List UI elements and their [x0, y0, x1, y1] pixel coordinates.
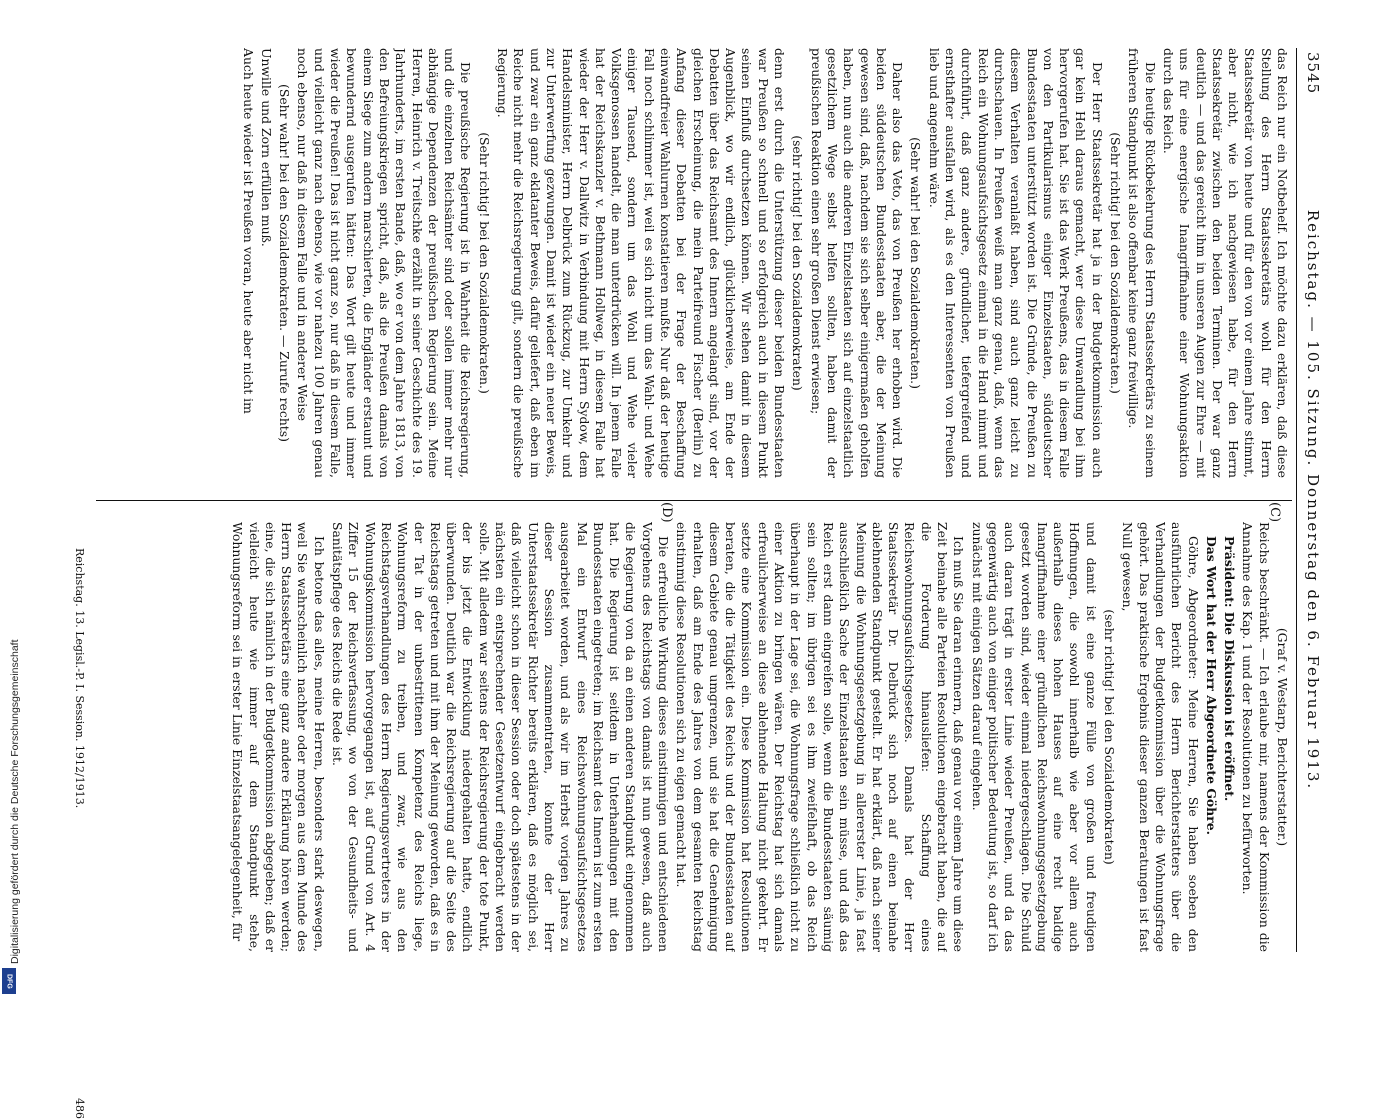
interjection: (Sehr wahr! bei den Sozialdemokraten.) [908, 137, 924, 389]
paragraph: Ich muß Sie daran erinnern, daß genau vor einem Jahre um diese Zeit beinahe alle Parteien Resolutionen eingebracht haben, die auf die Forderung hinausliefen: Schaffung eines Reichswohnungsaufsichtsgesetzes. Damals hat der Herr Staatssekretär Dr. Delbrück sich noch auf einen beinahe ablehnenden Standpunkt gestellt. Er hat erklärt, daß nach seiner Meinung die Wohnungsgesetzgebung in allererster Linie, ja fast ausschließlich Sache der Einzelstaaten sein müsse, und daß das Reich erst dann eingreifen solle, wenn die Bundesstaaten säumig sein sollten; im übrigen sei es ihm zweifelhaft, ob das Reich überhaupt in der Lage sei, die Wohnungsfrage schließlich nicht zu einer Aktion zu bringen wären. Der Reichstag hat sich damals erfreulicherweise an diese ablehnende Haltung nicht gekehrt. Er setzte eine Kommission ein. Diese Kommission hat Resolutionen beraten, die die Tätigkeit des Reichs und der Bundesstaaten auf diesem Gebiete genau umgrenzen, und sie hat die Genehmigung erhalten, daß am Ende des Jahres von dem gesamten Reichstag einstimmig diese Resolutionen sich zu eigen gemacht hat. [674, 522, 967, 952]
column-divider [96, 500, 1292, 501]
paragraph: Unwille und Zorn erfüllen muß. [258, 48, 274, 247]
paragraph: denn erst durch die Unterstützung dieser beiden Bundesstaaten war Preußen so schnell und so erfolgreich auch in diesem Punkt seinen Einfluß durchsetzen können. Wir stehen damit in diesem Augenblick, wo wir endlich, glücklicherweise, am Ende der Debatten über das Reichsamt des Innern angelangt sind, vor der gleichen Erscheinung, die mein Parteifreund Fischer (Berlin) zu Anfang dieser Debatten bei der Frage der Beschaffung einwandfreier Wahlurnen konstatieren mußte. Nur daß der heutige Fall noch schlimmer ist, weil es sich nicht um das Wahl- und Wehe einiger Tausend, sondern um das Wohl und Wehe vieler Volksgenossen handelt, die man unterdrücken will. In jenem Falle hat der Reichskanzler v. Bethmann Hollweg, in diesem Falle hat wieder der Herr v. Dallwitz in Verbindung mit Herrn Sydow, dem Handelsminister, Herrn Delbrück zum Rückzug, zur Umkehr und zur Unterwerfung gezwungen. Damit ist wieder ein neuer Beweis, und zwar ein ganz eklatanter Beweis, dafür geliefert, daß eben im Reiche nicht mehr die Reichsregierung gilt, sondern die preußische Regierung. [495, 48, 788, 478]
paragraph: Reichs beschränkt. — Ich erlaube mir, namens der Kommission die Annahme des Kap. 1 und der Resolutionen zu befürworten. [1240, 522, 1272, 952]
paragraph: und damit ist eine ganze Fülle von großen und freudigen Hoffnungen, die sowohl innerhalb wie aber vor allem auch außerhalb dieses hohen Hauses auf eine recht baldige Inangriffnahme einer gründlichen Reichswohnungsgesetzgebung gesetzt worden sind, wieder einmal niedergeschlagen. Die Schuld auch daran trägt in erster Linie wieder Preußen, und da das gegenwärtig auch von einiger politischer Bedeutung ist, so darf ich zunächst mit einigen Sätzen darauf eingehen. [969, 522, 1099, 952]
speaker-note: (Graf v. Westarp, Berichterstatter.) [1275, 627, 1290, 847]
interjection: (Sehr richtig! bei den Sozialdemokraten.) [1108, 132, 1124, 394]
margin-mark-c: (C) [1267, 502, 1282, 523]
president-line: Das Wort hat der Herr Abgeordnete Göhre. [1203, 536, 1219, 835]
margin-mark-d: (D) [659, 502, 674, 523]
digitization-credit [0, 0, 21, 1000]
paragraph: Die erfreuliche Wirkung dieses einstimmigen und entschiedenen Vorgehens des Reichstags von damals ist nun gewesen, daß auch die Regierung von da an einen anderen Standpunkt eingenommen hat. Die Regierung ist seitdem in Unterhandlungen mit den Bundesstaaten eingetreten; im Reichsamt des Innern ist zum ersten Mal ein Entwurf eines Reichswohnungsaufsichtsgesetzes ausgearbeitet worden, und als wir im Herbst vorigen Jahres zu dieser Session zusammentraten, konnte der Herr Unterstaatssekretär Richter bereits erklären, daß es möglich sei, daß vielleicht schon in dieser Session oder doch spätestens in der nächsten ein entsprechender Gesetzentwurf eingebracht werden solle. Mit alledem war seitens der Reichsregierung der tote Punkt, der bis jetzt die Entwicklung niedergehalten hatte, endlich überwunden. Deutlich war die Reichsregierung auf die Seite des Reichstags getreten und mit ihm der Meinung geworden, daß es in der Tat in der unbestrittenen Kompetenz des Reichs liege, Wohnungsreform zu treiben, und zwar, wie aus den Reichstagsverhandlungen des Herrn Regierungsvertreters in der Wohnungskommission hervorgegangen ist, auf Grund von Art. 4 Ziffer 15 der Reichsverfassung, wo von der Gesundheits- und Sanitätspflege des Reichs die Rede ist. [330, 522, 672, 952]
credit-text: Digitalisierung gefördert durch die Deutsche Forschungsgemeinschaft [9, 639, 21, 964]
header-rule [1296, 48, 1297, 952]
footer-source: Reichstag. 13. Legisl.-P. I. Session. 1912/1913. [73, 548, 86, 809]
interjection: (sehr richtig! bei den Sozialdemokraten) [790, 135, 806, 391]
footer-signature: 486 [73, 1098, 86, 1119]
paragraph: Die heutige Rückbekehrung des Herrn Staatssekretärs zu seinem früheren Standpunkt ist also offenbar keine ganz freiwillige. [1126, 48, 1158, 478]
paragraph: Göhre, Abgeordneter: Meine Herren, Sie haben soeben den ausführlichen Bericht des Herrn Berichterstatters über die Verhandlungen der Budgetkommission über die Wohnungsfrage gehört. Das praktische Ergebnis dieser ganzen Beratungen ist fast Null gewesen, [1120, 522, 1201, 952]
dfg-logo-icon: DFG [2, 968, 16, 994]
paragraph: Die preußische Regierung ist in Wahrheit die Reichsregierung, und die einzelnen Reichsämter sind oder sollen immer mehr nur abhängige Dependenzen der preußischen Regierung sein. Meine Herren, Heinrich v. Treitschke erzählt in seiner Geschichte des 19. Jahrhunderts, im ersten Bande, daß, wo er von dem Jahre 1813, von den Befreiungskriegen spricht, daß, als die Preußen damals von einem Siege zum andern marschierten, die Engländer erstaunt und bewundernd ausgerufen hätten: Das Wort gilt heute und immer wieder die Preußen! Das ist nicht ganz so, nur daß in diesem Falle, und vielleicht ganz nach ebenso, wie vor nahezu 100 Jahren genau noch ebenso, nur daß in diesem Falle und in anderer Weise [295, 48, 474, 478]
scanned-page [66, 48, 1322, 1119]
interjection: (Sehr wahr! bei den Sozialdemokraten. — Zurufe rechts) [277, 84, 293, 442]
president-line: Präsident: Die Diskussion ist eröffnet. [1222, 536, 1238, 802]
running-title: Reichstag. — 105. Sitzung. Donnerstag den 6. Februar 1913. [1304, 209, 1322, 791]
paragraph: Auch heute wieder ist Preußen voran, heute aber nicht im [240, 48, 256, 414]
page-number: 3545 [1304, 52, 1322, 95]
paragraph: Daher also das Veto, das von Preußen her erhoben wird. Die beiden süddeutschen Bundesstaaten aber, die der Meinung gewesen sind, daß, nachdem sie sich selber einigermaßen geholfen haben, nun auch die anderen Einzelstaaten sich auf einzelstaatlich gesetzlichem Wege selbst helfen sollten, haben damit der preußischen Reaktion einen sehr großen Dienst erwiesen; [808, 48, 906, 478]
interjection: (Sehr richtig! bei den Sozialdemokraten.) [476, 132, 492, 394]
interjection: (sehr richtig! bei den Sozialdemokraten) [1102, 609, 1118, 865]
page-footer [68, 48, 86, 1119]
paragraph: Der Herr Staatssekretär hat ja in der Budgetkommission auch gar kein Hehl daraus gemacht, wer diese Umwandlung bei ihm hervorgerufen hat. Sie ist das Werk Preußens, das in diesem Falle von den Partikularismus einiger Einzelstaaten, süddeutscher Bundesstaaten unterstützt worden ist. Die Gründe, die Preußen zu diesem Verhalten veranlaßt haben, sind auch ganz leicht zu durchschauen. In Preußen weiß man ganz genau, daß, wenn das Reich ein Wohnungsaufsichtsgesetz einmal in die Hand nimmt und durchführt, daß ganz andere, gründlicher, tiefergreifend und ernsthafter ausfallen wird, als es den Interessenten von Preußen lieb und angenehm wäre. [926, 48, 1105, 478]
text-column-right [100, 48, 1290, 478]
paragraph: das Reich nur ein Notbehelf. Ich möchte dazu erklären, daß diese Stellung des Herrn Staatssekretärs wohl für den Herrn Staatssekretär von heute und für den von vor einem Jahre stimmt, aber nicht, wie ich nachgewiesen habe, für den Herrn Staatssekretär zwischen den beiden Terminen. Der war ganz deutlich — und das gereicht ihm in unseren Augen zur Ehre — mit uns für eine energische Inangriffnahme einer Wohnungsaktion durch das Reich. [1160, 48, 1290, 478]
paragraph: Ich betone das alles, meine Herren, besonders stark deswegen, weil Sie wahrscheinlich nachher oder morgen aus dem Munde des Herrn Staatssekretärs eine ganz andere Erklärung hören werden; eine, die sich nämlich in der Budgetkommission abgegeben; daß er vielleicht heute wie immer auf dem Standpunkt stehe, Wohnungsreform sei in erster Linie Einzelstaatsangelegenheit, für [230, 522, 327, 952]
page-header [1298, 48, 1322, 952]
text-column-left [100, 522, 1290, 952]
